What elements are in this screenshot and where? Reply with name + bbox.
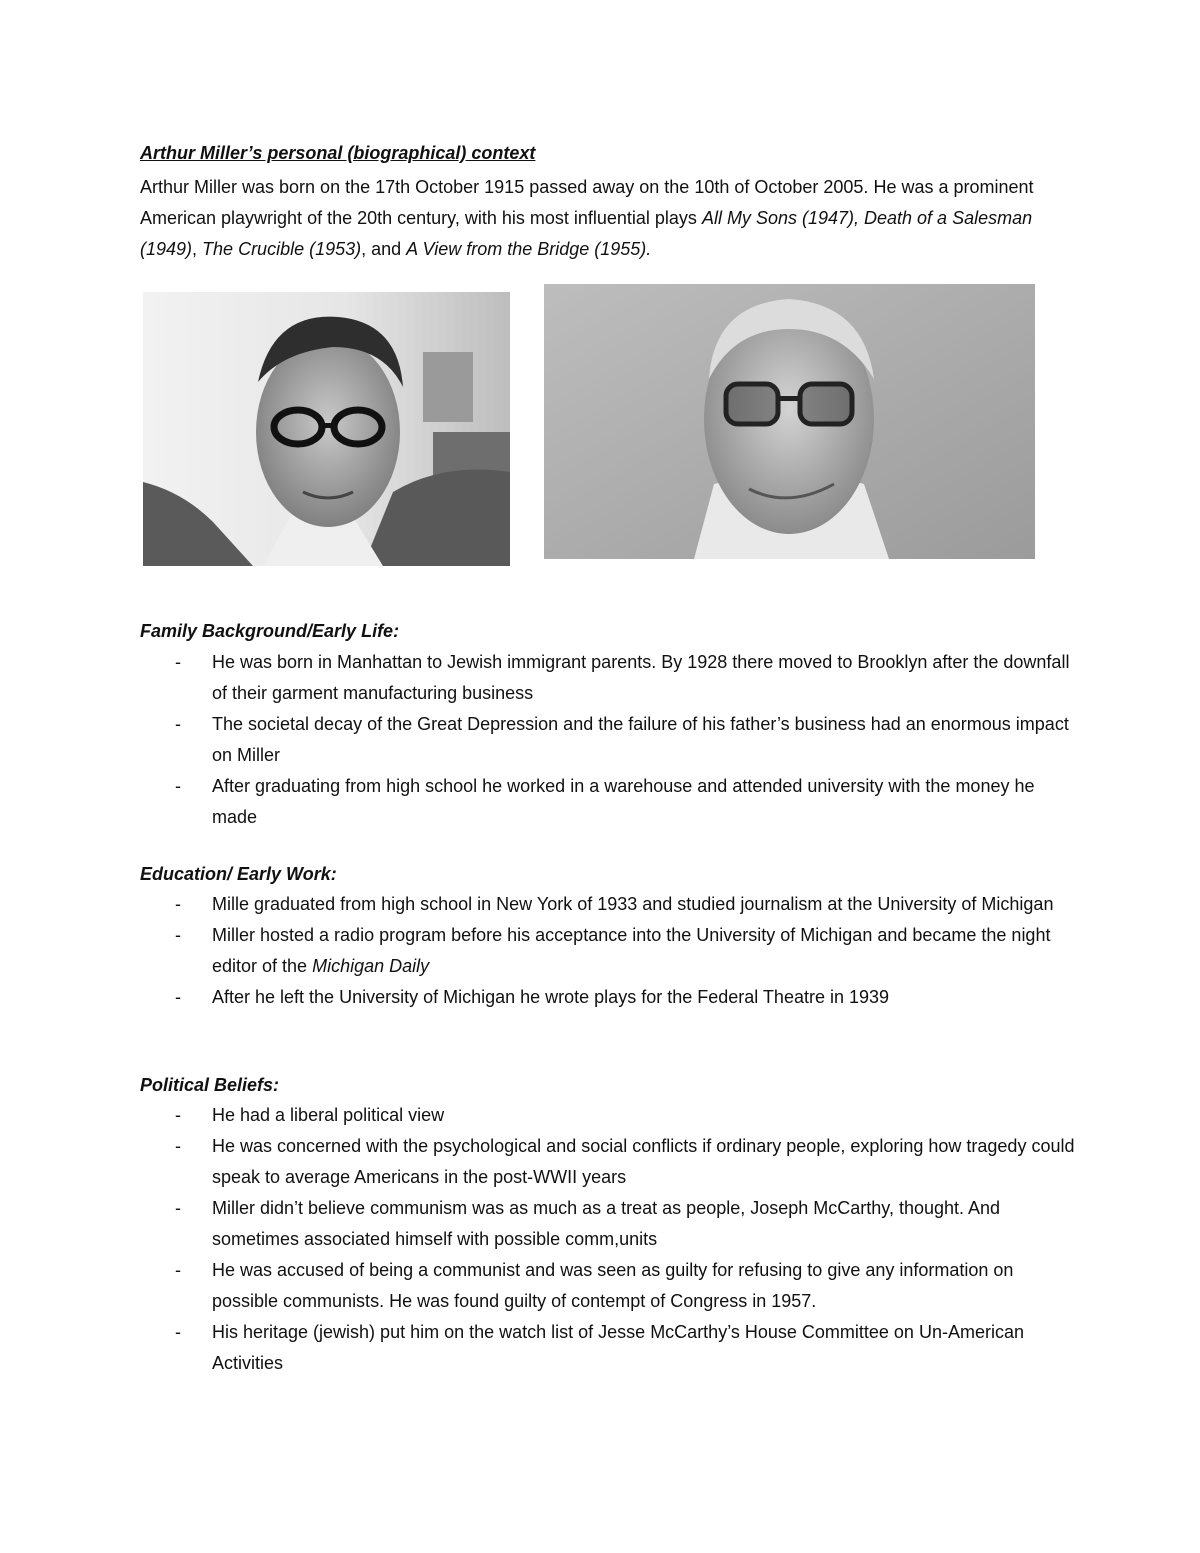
list-item: - His heritage (jewish) put him on the watch list of Jesse McCarthy’s House Committee on Un-American Activities bbox=[175, 1322, 1024, 1373]
education-list bbox=[140, 889, 1080, 1013]
play-the-crucible: The Crucible (1953) bbox=[202, 239, 362, 259]
list-item: - Miller hosted a radio program before his acceptance into the University of Michigan and became the night editor of the Michigan Daily bbox=[175, 925, 1051, 976]
list-item: - Miller didn’t believe communism was as much as a treat as people, Joseph McCarthy, thought. And sometimes associated himself with possible comm,units bbox=[175, 1198, 1001, 1249]
political-list bbox=[140, 1100, 1080, 1379]
michigan-daily-title: Michigan Daily bbox=[312, 956, 430, 976]
list-item: - After he left the University of Michigan he wrote plays for the Federal Theatre in 1939 bbox=[175, 987, 890, 1007]
play-all-my-sons: All My Sons (1947), bbox=[701, 208, 859, 228]
intro-paragraph: Arthur Miller was born on the 17th October 1915 passed away on the 10th of October 2005. He was a prominent American playwright of the 20th century, with his most influential plays All My Sons (1947), Death of a Salesman (1949), The Crucible (1953), and A View from the Bridge (1955). bbox=[140, 177, 1034, 259]
portrait-photo-1 bbox=[143, 292, 510, 566]
section-heading-family: Family Background/Early Life: bbox=[140, 621, 400, 641]
section-heading-education: Education/ Early Work: bbox=[140, 864, 337, 884]
play-a-view-from-the-bridge: A View from the Bridge (1955). bbox=[406, 239, 652, 259]
list-item: - He was concerned with the psychological and social conflicts if ordinary people, exploring how tragedy could speak to average Americans in the post-WWII years bbox=[175, 1136, 1075, 1187]
portrait-photo-2 bbox=[544, 284, 1035, 559]
document-title: Arthur Miller’s personal (biographical) context bbox=[140, 143, 536, 163]
list-item: - Mille graduated from high school in New York of 1933 and studied journalism at the University of Michigan bbox=[175, 894, 1054, 914]
list-item: - The societal decay of the Great Depression and the failure of his father’s business had an enormous impact on Miller bbox=[175, 714, 1069, 765]
play-death-of-a-salesman: Death of a Salesman (1949) bbox=[140, 208, 1033, 259]
family-list bbox=[140, 647, 1080, 833]
list-item: - He was born in Manhattan to Jewish immigrant parents. By 1928 there moved to Brooklyn after the downfall of their garment manufacturing business bbox=[175, 652, 1070, 703]
section-heading-political: Political Beliefs: bbox=[140, 1075, 280, 1095]
intro-text: Arthur Miller was born on the 17th October 1915 passed away on the 10th of October 2005. He was a prominent American playwright of the 20th century, with his most influential plays bbox=[140, 177, 1034, 228]
list-item: - He had a liberal political view bbox=[175, 1105, 445, 1125]
list-item: - He was accused of being a communist and was seen as guilty for refusing to give any information on possible communists. He was found guilty of contempt of Congress in 1957. bbox=[175, 1260, 1014, 1311]
list-item: - After graduating from high school he worked in a warehouse and attended university with the money he made bbox=[175, 776, 1035, 827]
